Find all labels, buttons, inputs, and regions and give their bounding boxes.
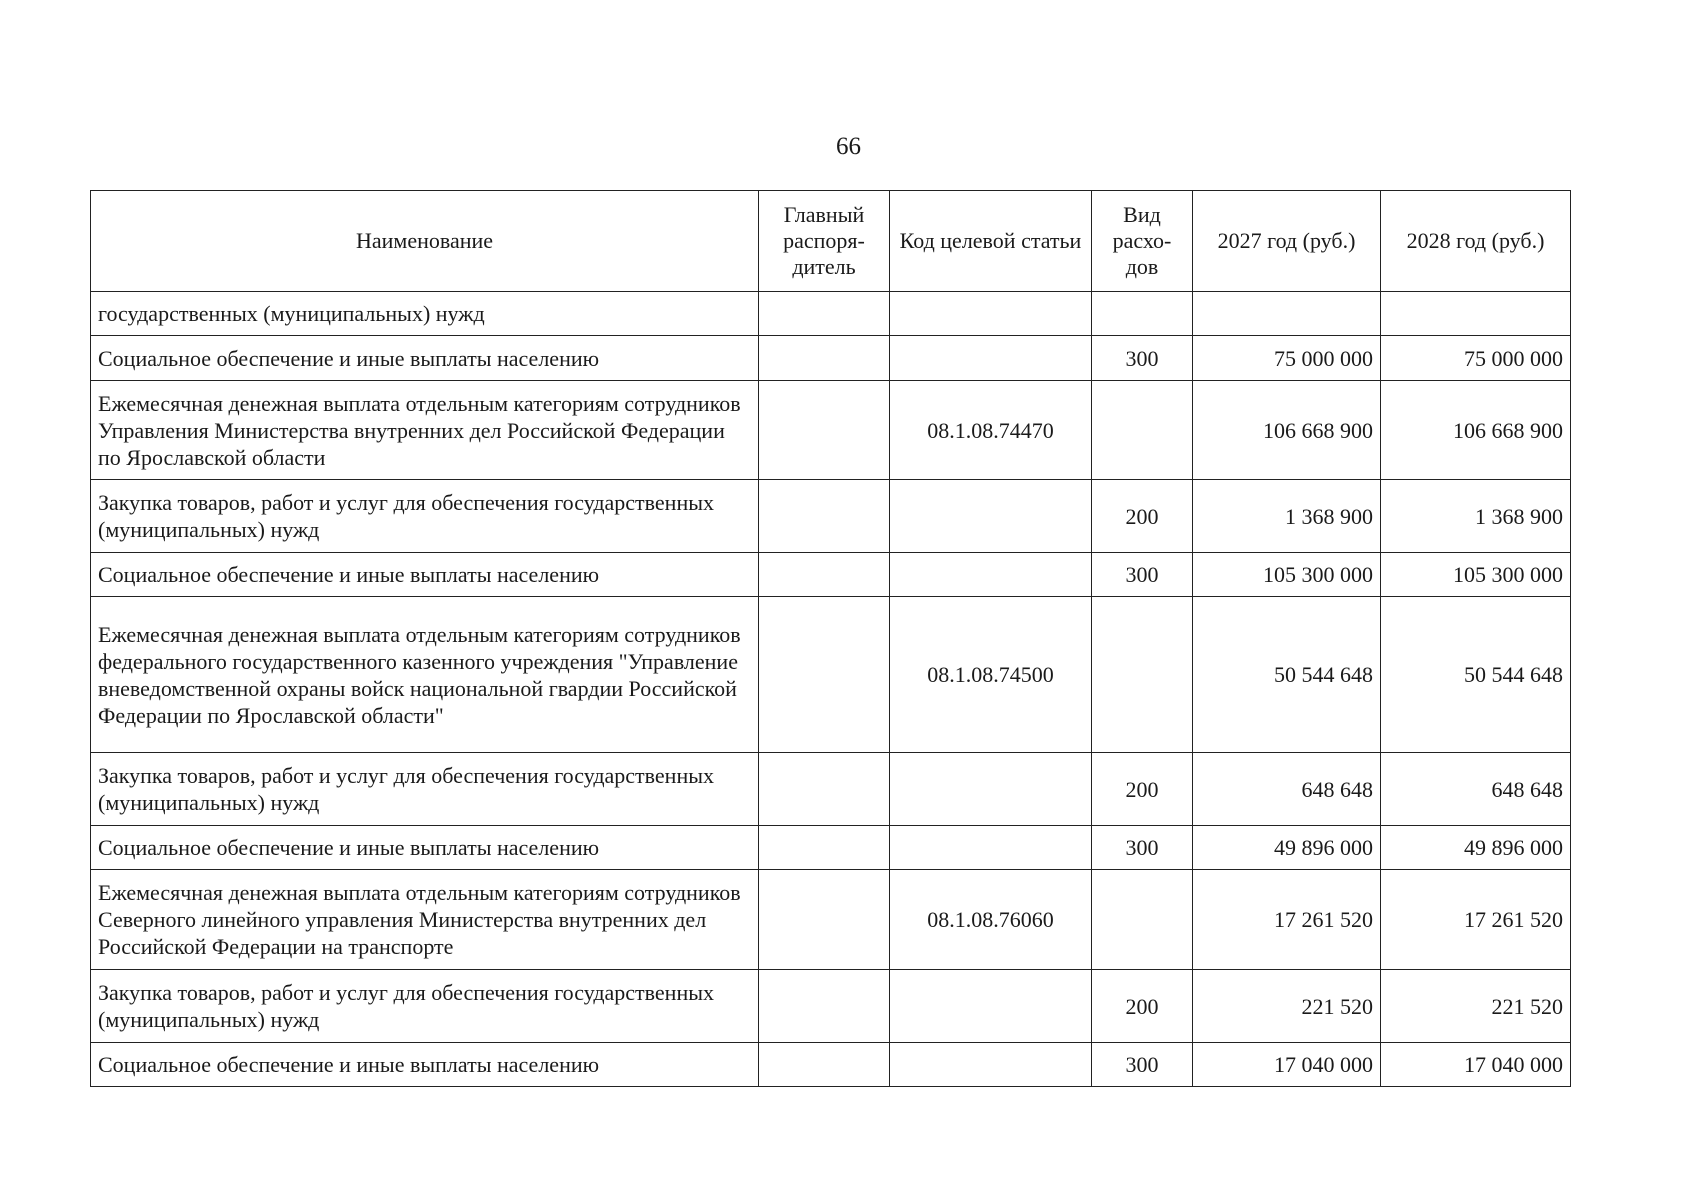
- table-row: [91, 336, 1571, 381]
- table-header-row: [91, 191, 1571, 292]
- cell-2027: 1 368 900: [1193, 480, 1381, 553]
- cell-2028: 648 648: [1381, 753, 1571, 826]
- cell-code: [890, 553, 1092, 597]
- budget-table: [90, 190, 1571, 1087]
- table-row: [91, 753, 1571, 826]
- cell-2028: 221 520: [1381, 970, 1571, 1043]
- cell-type: [1092, 870, 1193, 970]
- cell-chief: [759, 970, 890, 1043]
- cell-chief: [759, 553, 890, 597]
- cell-name: Ежемесячная денежная выплата отдельным категориям сотрудников Северного линейного управления Министерства внутренних дел Российской Федерации на транспорте: [91, 870, 759, 970]
- header-target-code: Код целевой статьи: [890, 191, 1092, 292]
- table-row: [91, 826, 1571, 870]
- table-row: [91, 597, 1571, 753]
- cell-2027: 50 544 648: [1193, 597, 1381, 753]
- cell-code: [890, 826, 1092, 870]
- cell-type: 300: [1092, 336, 1193, 381]
- cell-2027: 17 040 000: [1193, 1043, 1381, 1087]
- cell-chief: [759, 826, 890, 870]
- cell-2027: 17 261 520: [1193, 870, 1381, 970]
- cell-name: Закупка товаров, работ и услуг для обеспечения государственных (муниципальных) нужд: [91, 970, 759, 1043]
- cell-code: [890, 480, 1092, 553]
- cell-chief: [759, 336, 890, 381]
- cell-type: 200: [1092, 753, 1193, 826]
- cell-code: 08.1.08.74500: [890, 597, 1092, 753]
- cell-2027: 221 520: [1193, 970, 1381, 1043]
- page-number: 66: [836, 133, 861, 160]
- cell-name: Закупка товаров, работ и услуг для обеспечения государственных (муниципальных) нужд: [91, 753, 759, 826]
- cell-code: [890, 292, 1092, 336]
- cell-name: Социальное обеспечение и иные выплаты населению: [91, 336, 759, 381]
- cell-chief: [759, 597, 890, 753]
- cell-type: 300: [1092, 553, 1193, 597]
- cell-2028: 50 544 648: [1381, 597, 1571, 753]
- cell-code: [890, 336, 1092, 381]
- cell-chief: [759, 1043, 890, 1087]
- cell-2027: [1193, 292, 1381, 336]
- header-name: Наименование: [91, 191, 759, 292]
- cell-chief: [759, 381, 890, 480]
- cell-type: [1092, 597, 1193, 753]
- table-row: [91, 292, 1571, 336]
- cell-2028: 106 668 900: [1381, 381, 1571, 480]
- header-year-2028: 2028 год (руб.): [1381, 191, 1571, 292]
- cell-type: [1092, 381, 1193, 480]
- header-chief-manager: Главный распоря-дитель: [759, 191, 890, 292]
- cell-2028: 17 040 000: [1381, 1043, 1571, 1087]
- cell-type: [1092, 292, 1193, 336]
- cell-name: государственных (муниципальных) нужд: [91, 292, 759, 336]
- cell-2027: 648 648: [1193, 753, 1381, 826]
- cell-name: Социальное обеспечение и иные выплаты населению: [91, 553, 759, 597]
- cell-2028: [1381, 292, 1571, 336]
- cell-chief: [759, 753, 890, 826]
- cell-chief: [759, 292, 890, 336]
- cell-type: 300: [1092, 1043, 1193, 1087]
- cell-name: Социальное обеспечение и иные выплаты населению: [91, 826, 759, 870]
- cell-name: Социальное обеспечение и иные выплаты населению: [91, 1043, 759, 1087]
- cell-type: 200: [1092, 480, 1193, 553]
- header-year-2027: 2027 год (руб.): [1193, 191, 1381, 292]
- header-expense-type: Вид расхо-дов: [1092, 191, 1193, 292]
- table-row: [91, 381, 1571, 480]
- cell-code: [890, 753, 1092, 826]
- cell-2028: 49 896 000: [1381, 826, 1571, 870]
- table-row: [91, 480, 1571, 553]
- cell-chief: [759, 870, 890, 970]
- cell-chief: [759, 480, 890, 553]
- table-row: [91, 870, 1571, 970]
- table-row: [91, 1043, 1571, 1087]
- table-row: [91, 553, 1571, 597]
- cell-2028: 105 300 000: [1381, 553, 1571, 597]
- cell-2028: 75 000 000: [1381, 336, 1571, 381]
- cell-type: 300: [1092, 826, 1193, 870]
- cell-2027: 75 000 000: [1193, 336, 1381, 381]
- cell-code: [890, 970, 1092, 1043]
- cell-2027: 106 668 900: [1193, 381, 1381, 480]
- cell-2027: 49 896 000: [1193, 826, 1381, 870]
- cell-2028: 17 261 520: [1381, 870, 1571, 970]
- table-row: [91, 970, 1571, 1043]
- cell-code: 08.1.08.74470: [890, 381, 1092, 480]
- cell-2028: 1 368 900: [1381, 480, 1571, 553]
- cell-code: [890, 1043, 1092, 1087]
- cell-name: Ежемесячная денежная выплата отдельным категориям сотрудников Управления Министерства внутренних дел Российской Федерации по Ярославской области: [91, 381, 759, 480]
- cell-name: Ежемесячная денежная выплата отдельным категориям сотрудников федерального государственного казенного учреждения "Управление вневедомственной охраны войск национальной гвардии Российской Федерации по Ярославской области": [91, 597, 759, 753]
- cell-name: Закупка товаров, работ и услуг для обеспечения государственных (муниципальных) нужд: [91, 480, 759, 553]
- cell-2027: 105 300 000: [1193, 553, 1381, 597]
- cell-code: 08.1.08.76060: [890, 870, 1092, 970]
- cell-type: 200: [1092, 970, 1193, 1043]
